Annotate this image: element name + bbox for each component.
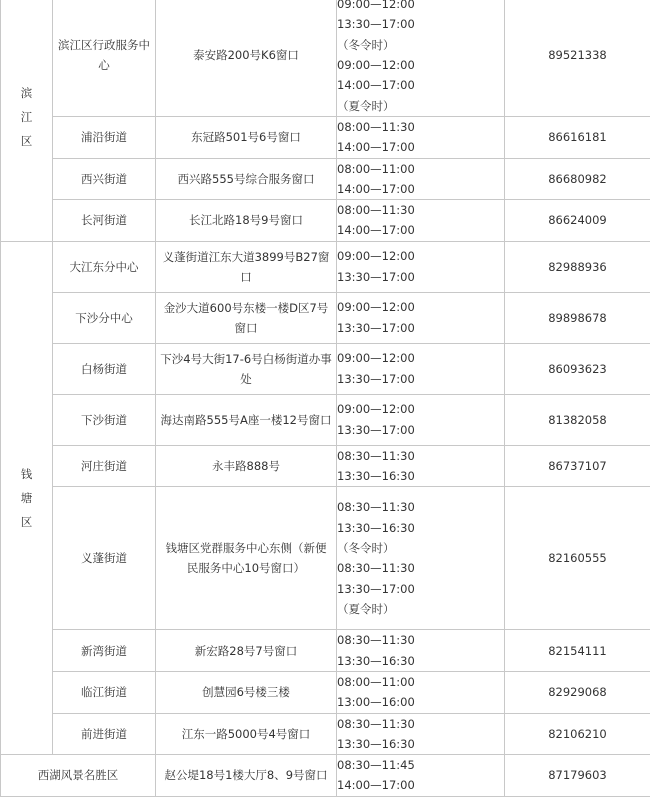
office-phone: 82106210 (505, 713, 650, 755)
office-name: 下沙分中心 (53, 292, 156, 343)
table-row (1, 394, 650, 445)
office-name: 前进街道 (53, 713, 156, 755)
office-phone: 86093623 (505, 343, 650, 394)
hours-line: 08:30—11:30 (337, 558, 504, 578)
table-row (1, 487, 650, 630)
hours-line: 09:00—12:00 (337, 55, 504, 75)
hours-line: 14:00—17:00 (337, 775, 504, 795)
hours-line: 14:00—17:00 (337, 137, 504, 157)
table-row (1, 755, 650, 797)
table-row (1, 200, 650, 242)
office-phone: 89521338 (505, 0, 650, 117)
hours-line: 08:00—11:30 (337, 200, 504, 220)
office-address: 西兴路555号综合服务窗口 (156, 158, 337, 200)
hours-line: 13:30—17:00 (337, 318, 504, 338)
office-address: 义蓬街道江东大道3899号B27窗口 (156, 241, 337, 292)
hours-cell (337, 755, 505, 797)
hours-cell (337, 487, 505, 630)
hours-line: 09:00—12:00 (337, 348, 504, 368)
hours-line: 08:00—11:30 (337, 117, 504, 137)
hours-line: 13:30—17:00 (337, 267, 504, 287)
district-cell (1, 241, 53, 754)
table-row (1, 713, 650, 755)
table-row (1, 292, 650, 343)
hours-line: （冬令时） (337, 35, 504, 55)
office-name: 临江街道 (53, 671, 156, 713)
hours-line: 08:30—11:30 (337, 446, 504, 466)
hours-line: 14:00—17:00 (337, 220, 504, 240)
office-phone: 81382058 (505, 394, 650, 445)
office-address: 泰安路200号K6窗口 (156, 0, 337, 117)
hours-line: （夏令时） (337, 96, 504, 116)
district-cell (1, 0, 53, 241)
office-phone: 86737107 (505, 445, 650, 487)
office-address: 下沙4号大街17-6号白杨街道办事处 (156, 343, 337, 394)
hours-line: 13:30—16:30 (337, 651, 504, 671)
hours-line: 13:30—16:30 (337, 734, 504, 754)
hours-line: 13:30—17:00 (337, 369, 504, 389)
office-name: 河庄街道 (53, 445, 156, 487)
hours-line: 09:00—12:00 (337, 297, 504, 317)
office-name: 新湾街道 (53, 630, 156, 672)
hours-line: 13:30—17:00 (337, 579, 504, 599)
district-name: 滨江区 (20, 81, 34, 153)
table-row (1, 117, 650, 159)
hours-line: 09:00—12:00 (337, 0, 504, 14)
hours-line: 08:00—11:00 (337, 159, 504, 179)
table-row (1, 241, 650, 292)
table-row (1, 630, 650, 672)
hours-line: （冬令时） (337, 538, 504, 558)
hours-line: 08:30—11:30 (337, 497, 504, 517)
office-name: 下沙街道 (53, 394, 156, 445)
table-row (1, 445, 650, 487)
office-address: 新宏路28号7号窗口 (156, 630, 337, 672)
office-address: 金沙大道600号东楼一楼D区7号窗口 (156, 292, 337, 343)
hours-line: 13:00—16:00 (337, 692, 504, 712)
hours-cell (337, 0, 505, 117)
table-row (1, 343, 650, 394)
hours-cell (337, 343, 505, 394)
hours-line: 13:30—16:30 (337, 466, 504, 486)
office-phone: 82929068 (505, 671, 650, 713)
office-address: 江东一路5000号4号窗口 (156, 713, 337, 755)
hours-cell (337, 445, 505, 487)
office-phone: 82154111 (505, 630, 650, 672)
office-name: 西兴街道 (53, 158, 156, 200)
office-address: 海达南路555号A座一楼12号窗口 (156, 394, 337, 445)
hours-line: 08:00—11:00 (337, 672, 504, 692)
office-name: 浦沿街道 (53, 117, 156, 159)
hours-line: 08:30—11:30 (337, 714, 504, 734)
office-address: 东冠路501号6号窗口 (156, 117, 337, 159)
hours-cell (337, 671, 505, 713)
office-phone: 82160555 (505, 487, 650, 630)
table-row (1, 158, 650, 200)
office-name: 大江东分中心 (53, 241, 156, 292)
office-phone: 82988936 (505, 241, 650, 292)
district-name: 钱塘区 (20, 462, 34, 534)
office-address: 创慧园6号楼三楼 (156, 671, 337, 713)
office-name: 西湖风景名胜区 (1, 755, 156, 797)
office-phone: 86624009 (505, 200, 650, 242)
hours-line: 08:30—11:30 (337, 630, 504, 650)
office-phone: 86616181 (505, 117, 650, 159)
table-row (1, 0, 650, 117)
hours-cell (337, 394, 505, 445)
office-phone: 87179603 (505, 755, 650, 797)
hours-line: 09:00—12:00 (337, 399, 504, 419)
office-name: 义蓬街道 (53, 487, 156, 630)
office-name: 滨江区行政服务中心 (53, 0, 156, 117)
hours-cell (337, 158, 505, 200)
table-row (1, 671, 650, 713)
office-phone: 86680982 (505, 158, 650, 200)
office-name: 白杨街道 (53, 343, 156, 394)
office-address: 长江北路18号9号窗口 (156, 200, 337, 242)
hours-cell (337, 713, 505, 755)
hours-line: 08:30—11:45 (337, 755, 504, 775)
hours-line: 13:30—17:00 (337, 420, 504, 440)
hours-cell (337, 200, 505, 242)
hours-line: 13:30—17:00 (337, 14, 504, 34)
hours-line: 13:30—16:30 (337, 518, 504, 538)
hours-line: （夏令时） (337, 599, 504, 619)
hours-cell (337, 292, 505, 343)
office-address: 赵公堤18号1楼大厅8、9号窗口 (156, 755, 337, 797)
hours-cell (337, 630, 505, 672)
hours-line: 14:00—17:00 (337, 75, 504, 95)
hours-cell (337, 117, 505, 159)
office-name: 长河街道 (53, 200, 156, 242)
office-address: 永丰路888号 (156, 445, 337, 487)
hours-line: 09:00—12:00 (337, 246, 504, 266)
hours-line: 14:00—17:00 (337, 179, 504, 199)
office-address: 钱塘区党群服务中心东侧（新便民服务中心10号窗口） (156, 487, 337, 630)
office-phone: 89898678 (505, 292, 650, 343)
hours-cell (337, 241, 505, 292)
